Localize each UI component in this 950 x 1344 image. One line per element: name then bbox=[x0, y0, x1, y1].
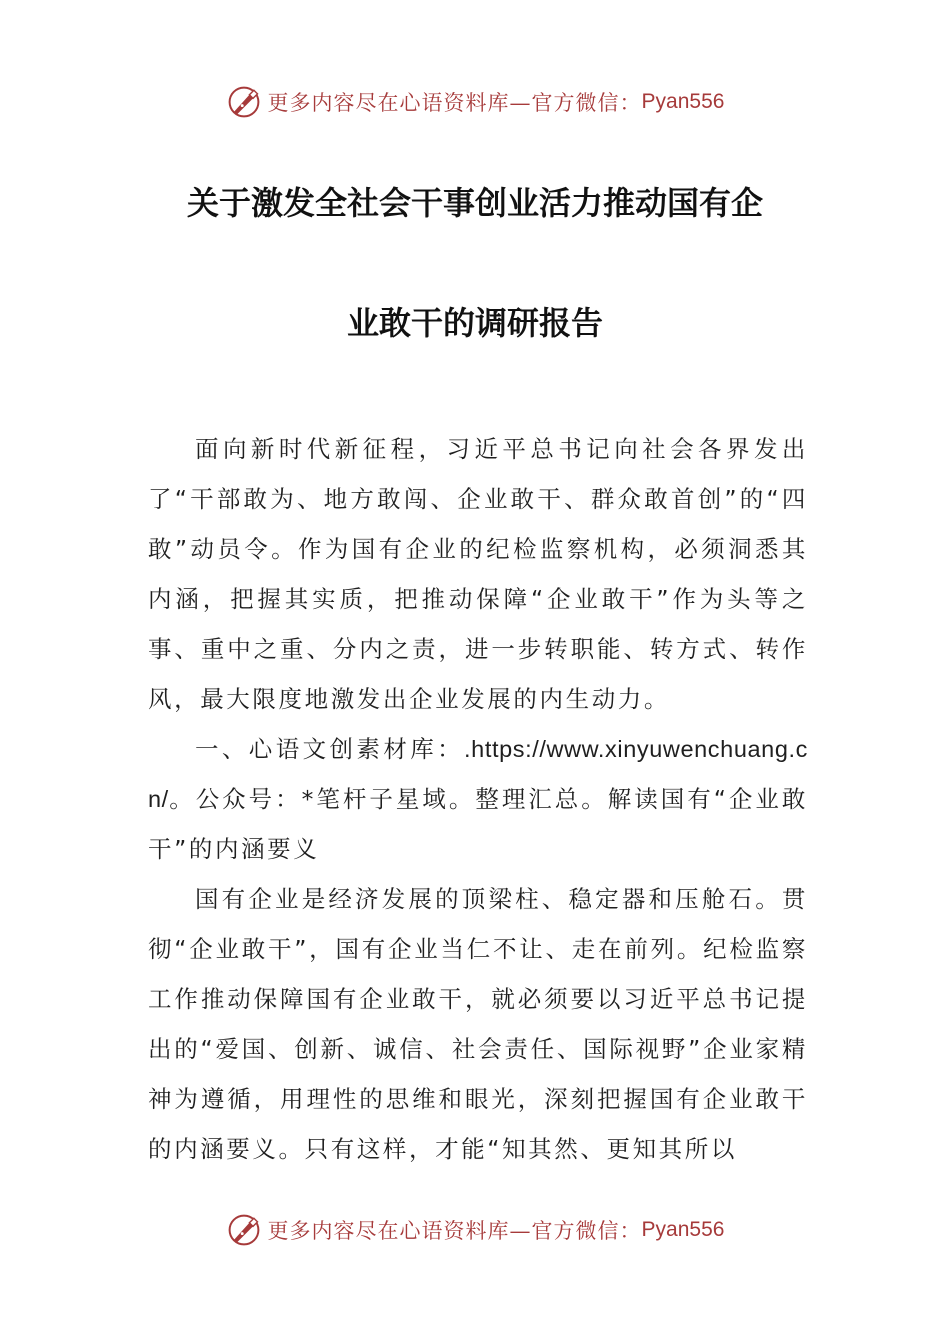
footer-wechat-id: Pyan556 bbox=[641, 1218, 725, 1241]
document-title-line2: 业敢干的调研报告 bbox=[346, 304, 603, 342]
header-banner bbox=[0, 80, 950, 124]
source-url-link[interactable]: .https://www.xinyuwenchuang.cn/ bbox=[148, 736, 808, 812]
header-wechat-id: Pyan556 bbox=[641, 90, 725, 113]
header-banner-text: 更多内容尽在心语资料库—官方微信： bbox=[267, 91, 642, 115]
paragraph-2 bbox=[148, 724, 808, 874]
paragraph-3: 国有企业是经济发展的顶梁柱、稳定器和压舱石。贯彻“企业敢干”，国有企业当仁不让、走在前列。纪检监察工作推动保障国有企业敢干，就必须要以习近平总书记提出的“爱国、创新、诚信、社会责任、国际视野”企业家精神为遵循，用理性的思维和眼光，深刻把握国有企业敢干的内涵要义。只有这样，才能“知其然、更知其所以 bbox=[148, 885, 808, 1163]
document-title-line1: 关于激发全社会干事创业活力推动国有企 bbox=[186, 184, 763, 222]
paragraph-2-suffix: 。公众号：*笔杆子星域。整理汇总。解读国有“企业敢干”的内涵要义 bbox=[148, 785, 808, 863]
pen-nib-logo-icon bbox=[226, 1212, 262, 1248]
footer-banner-text: 更多内容尽在心语资料库—官方微信： bbox=[267, 1219, 642, 1243]
paragraph-1: 面向新时代新征程，习近平总书记向社会各界发出了“干部敢为、地方敢闯、企业敢干、群众敢首创”的“四敢”动员令。作为国有企业的纪检监察机构，必须洞悉其内涵，把握其实质，把推动保障“企业敢干”作为头等之事、重中之重、分内之责，进一步转职能、转方式、转作风，最大限度地激发出企业发展的内生动力。 bbox=[148, 435, 808, 713]
document-body bbox=[148, 424, 808, 1174]
footer-banner bbox=[0, 1208, 950, 1252]
pen-nib-logo-icon bbox=[226, 84, 262, 120]
paragraph-2-prefix: 一、心语文创素材库： bbox=[195, 735, 465, 763]
